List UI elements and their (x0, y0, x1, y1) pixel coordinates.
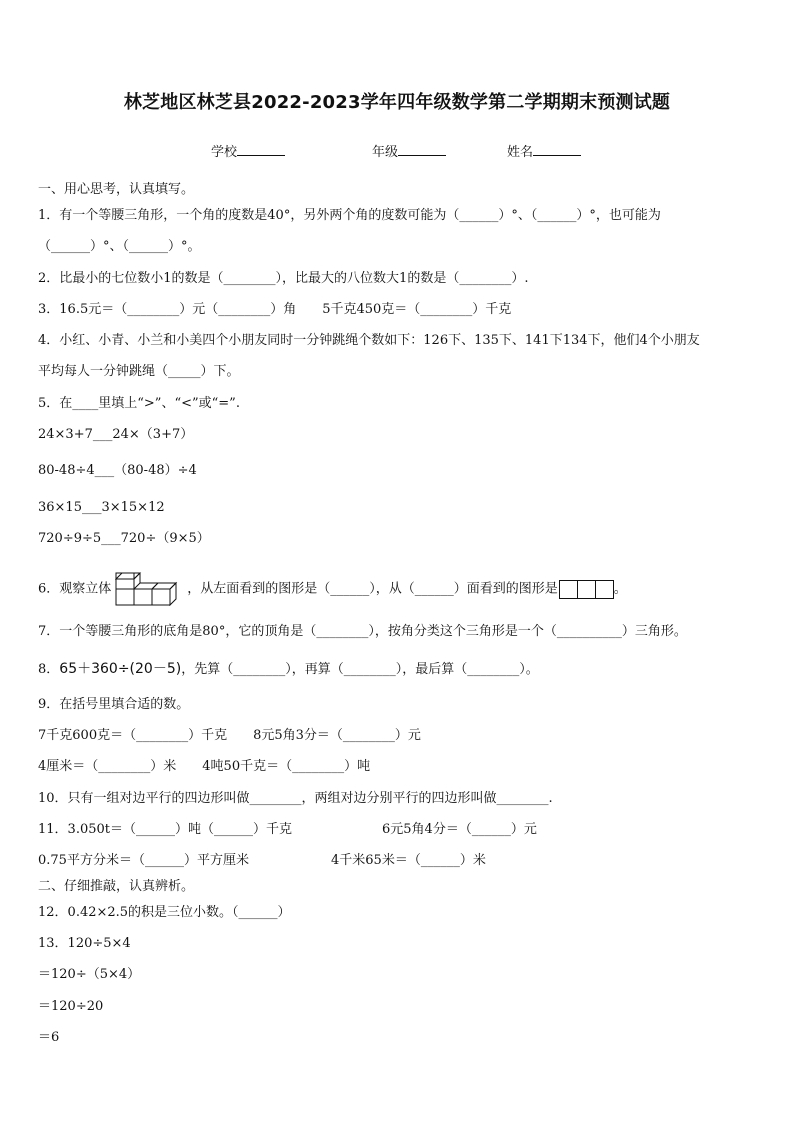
question-8-expression: 65＋360÷(20－5) (59, 661, 182, 677)
school-label: 学校 (211, 145, 238, 160)
question-5-item-b: 80-48÷4___（80-48）÷4 (38, 463, 197, 478)
three-square-view-icon (560, 580, 614, 599)
question-11-left-2: 0.75平方分米＝（______）平方厘米 (38, 853, 249, 868)
question-11-right-2: 4千米65米＝（______）米 (331, 853, 486, 868)
grade-field (372, 141, 446, 160)
question-3: 3．16.5元＝（________）元（________）角 5千克450克＝（________）千克 (38, 302, 512, 317)
grade-blank[interactable] (398, 143, 446, 156)
question-8-prefix: 8． (38, 662, 60, 677)
page-title: 林芝地区林芝县2022-2023学年四年级数学第二学期期末预测试题 (123, 92, 671, 113)
question-10: 10．只有一组对边平行的四边形叫做________，两组对边分别平行的四边形叫做________. (38, 791, 553, 806)
question-13-step-1: ＝120÷（5×4） (38, 967, 141, 982)
question-11-right-1: 6元5角4分＝（______）元 (382, 822, 537, 837)
question-6-middle: ，从左面看到的图形是（______），从（______）面看到的图形是 (187, 581, 558, 597)
question-13-step-3: ＝6 (38, 1030, 60, 1045)
question-6-prefix: 6．观察立体 (38, 581, 112, 597)
question-4-line-2: 平均每人一分钟跳绳（_____）下。 (38, 364, 240, 379)
question-7: 7．一个等腰三角形的底角是80°，它的顶角是（________），按角分类这个三角形是一个（__________）三角形。 (38, 624, 687, 639)
question-13-step-2: ＝120÷20 (38, 999, 104, 1014)
name-label: 姓名 (507, 145, 534, 160)
question-9: 9．在括号里填合适的数。 (38, 697, 190, 712)
question-2: 2．比最小的七位数小1的数是（________），比最大的八位数大1的数是（________）. (38, 271, 529, 286)
grade-label: 年级 (372, 145, 399, 160)
name-field (507, 141, 581, 160)
question-12: 12．0.42×2.5的积是三位小数。（______） (38, 905, 291, 920)
question-8 (38, 658, 539, 681)
section-1-heading: 一、用心思考，认真填写。 (38, 182, 195, 197)
question-9-item-b: 4厘米＝（________）米 4吨50千克＝（________）吨 (38, 759, 371, 774)
question-5-item-c: 36×15___3×15×12 (38, 500, 165, 515)
question-5-item-a: 24×3+7___24×（3+7） (38, 427, 194, 442)
question-4-line-1: 4．小红、小青、小兰和小美四个小朋友同时一分钟跳绳个数如下：126下、135下、141下134下，他们4个小朋友 (38, 333, 700, 348)
school-blank[interactable] (237, 143, 285, 156)
question-13: 13．120÷5×4 (38, 936, 131, 951)
question-1-line-2: （______）°、（______）°。 (38, 239, 201, 254)
question-6-end: 。 (613, 581, 627, 597)
question-5-item-d: 720÷9÷5___720÷（9×5） (38, 531, 210, 546)
name-blank[interactable] (533, 143, 581, 156)
school-field (211, 141, 285, 160)
section-2-heading: 二、仔细推敲，认真辨析。 (38, 879, 195, 894)
question-8-suffix: ，先算（________），再算（________），最后算（________）。 (181, 662, 539, 677)
question-5: 5．在____里填上“>”、“<”或“=”. (38, 396, 240, 411)
solid-figure-icon (115, 572, 183, 606)
question-1-line-1: 1．有一个等腰三角形，一个角的度数是40°，另外两个角的度数可能为（______）°、（______）°，也可能为 (38, 208, 661, 223)
question-6 (38, 572, 627, 606)
question-11-left-1: 11．3.050t＝（______）吨（______）千克 (38, 822, 292, 837)
question-9-item-a: 7千克600克＝（________）千克 8元5角3分＝（________）元 (38, 728, 421, 743)
